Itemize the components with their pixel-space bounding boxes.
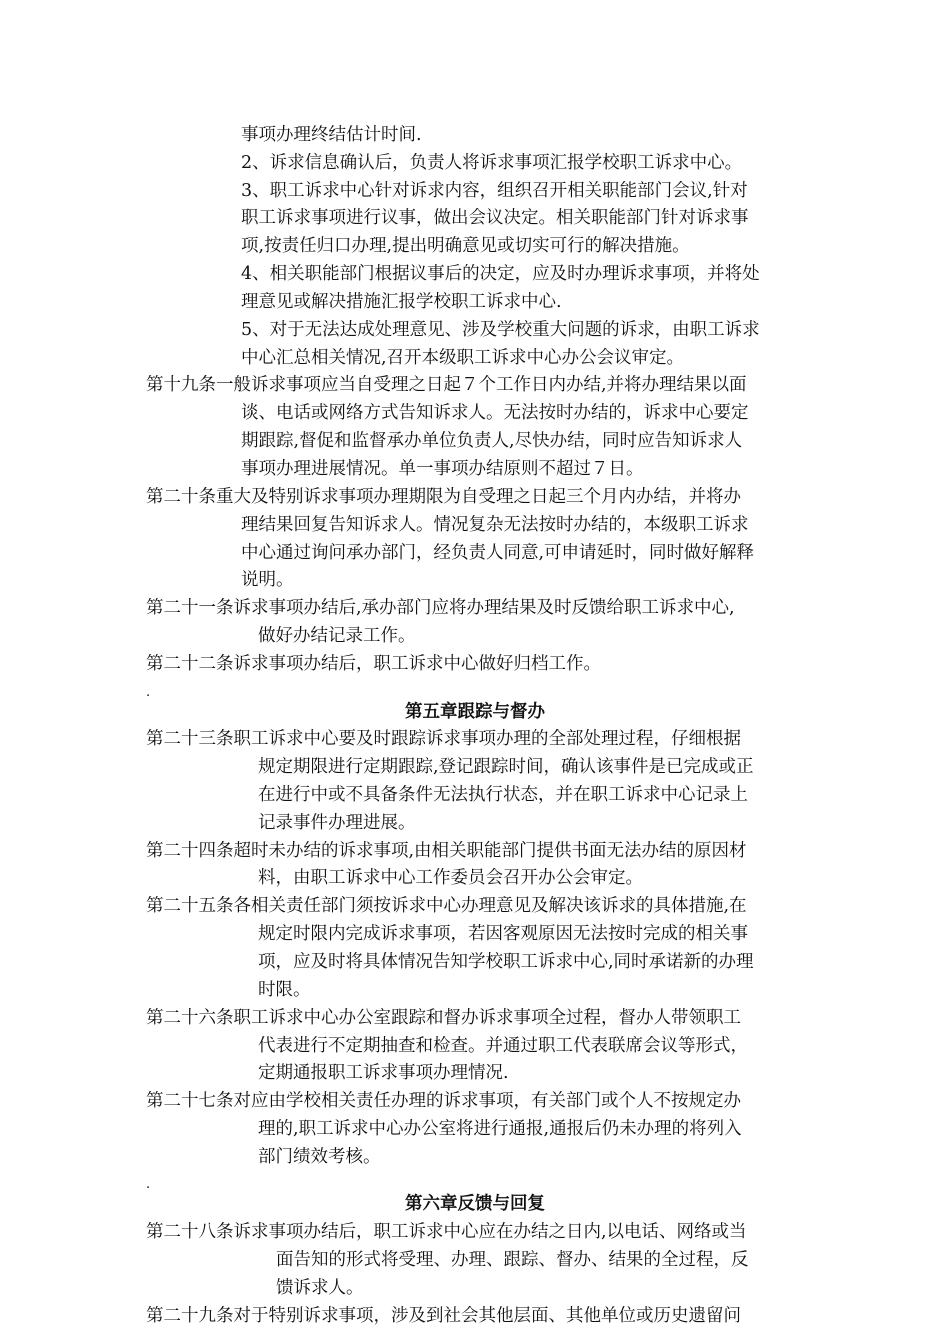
article-27-line: 第二十七条对应由学校相关责任办理的诉求事项，有关部门或个人不按规定办: [146, 1091, 741, 1111]
article-21-line: 第二十一条诉求事项办结后,承办部门应将办理结果及时反馈给职工诉求中心,: [146, 598, 735, 618]
article-26-line: 第二十六条职工诉求中心办公室跟踪和督办诉求事项全过程，督办人带领职工: [146, 1008, 741, 1028]
text-line: 项,按责任归口办理,提出明确意见或切实可行的解决措施。: [241, 236, 690, 256]
article-24-line: 第二十四条超时未办结的诉求事项,由相关职能部门提供书面无法办结的原因材: [146, 841, 747, 861]
article-25-line: 第二十五条各相关责任部门须按诉求中心办理意见及解决该诉求的具体措施,在: [146, 896, 747, 916]
article-25-line: 规定时限内完成诉求事项，若因客观原因无法按时完成的相关事: [258, 924, 748, 944]
article-20-line: 说明。: [241, 570, 294, 590]
chapter-6-title: 第六章反馈与回复: [405, 1194, 545, 1214]
article-20-line: 第二十条重大及特别诉求事项办理期限为自受理之日起三个月内办结，并将办: [146, 487, 741, 507]
article-28-line: 面告知的形式将受理、办理、跟踪、督办、结果的全过程，反: [276, 1250, 749, 1270]
article-19-line: 事项办理进展情况。单一事项办结原则不超过７日。: [241, 459, 644, 479]
article-27-line: 理的,职工诉求中心办公室将进行通报,通报后仍未办理的将列入: [258, 1119, 742, 1139]
separator-mark: .: [146, 685, 151, 700]
article-23-line: 在进行中或不具备条件无法执行状态，并在职工诉求中心记录上: [258, 785, 748, 805]
article-23-line: 第二十三条职工诉求中心要及时跟踪诉求事项办理的全部处理过程，仔细根据: [146, 729, 741, 749]
article-19-line: 谈、电话或网络方式告知诉求人。无法按时办结的，诉求中心要定: [241, 403, 749, 423]
text-line: 职工诉求事项进行议事，做出会议决定。相关职能部门针对诉求事: [241, 208, 749, 228]
article-26-line: 定期通报职工诉求事项办理情况.: [258, 1063, 509, 1083]
text-line: 3、职工诉求中心针对诉求内容，组织召开相关职能部门会议,针对: [241, 181, 748, 201]
text-line: 中心汇总相关情况,召开本级职工诉求中心办公会议审定。: [241, 348, 685, 368]
article-25-line: 时限。: [258, 980, 311, 1000]
article-27-line: 部门绩效考核。: [258, 1147, 381, 1167]
separator-mark: .: [146, 1177, 151, 1192]
article-23-line: 规定期限进行定期跟踪,登记跟踪时间，确认该事件是已完成或正: [258, 757, 754, 777]
article-25-line: 项，应及时将具体情况告知学校职工诉求中心,同时承诺新的办理: [258, 952, 754, 972]
text-line: 事项办理终结估计时间.: [241, 125, 422, 145]
article-29-line: 第二十九条对于特别诉求事项，涉及到社会其他层面、其他单位或历史遗留问: [146, 1306, 741, 1326]
text-line: 2、诉求信息确认后，负责人将诉求事项汇报学校职工诉求中心。: [241, 153, 743, 173]
article-26-line: 代表进行不定期抽查和检查。并通过职工代表联席会议等形式，: [258, 1036, 748, 1056]
text-line: 4、相关职能部门根据议事后的决定，应及时办理诉求事项，并将处: [241, 264, 760, 284]
article-19-line: 第十九条一般诉求事项应当自受理之日起７个工作日内办结,并将办理结果以面: [146, 375, 747, 395]
article-20-line: 中心通过询问承办部门，经负责人同意,可申请延时，同时做好解释: [241, 543, 755, 563]
article-22-line: 第二十二条诉求事项办结后，职工诉求中心做好归档工作。: [146, 654, 601, 674]
article-23-line: 记录事件办理进展。: [258, 813, 416, 833]
article-28-line: 第二十八条诉求事项办结后，职工诉求中心应在办结之日内,以电话、网络或当: [146, 1222, 747, 1242]
article-21-line: 做好办结记录工作。: [258, 626, 416, 646]
article-20-line: 理结果回复告知诉求人。情况复杂无法按时办结的，本级职工诉求: [241, 515, 749, 535]
article-24-line: 料，由职工诉求中心工作委员会召开办公会审定。: [258, 868, 643, 888]
text-line: 理意见或解决措施汇报学校职工诉求中心.: [241, 292, 562, 312]
chapter-5-title: 第五章跟踪与督办: [405, 702, 545, 722]
text-line: 5、对于无法达成处理意见、涉及学校重大问题的诉求，由职工诉求: [241, 320, 760, 340]
article-19-line: 期跟踪,督促和监督承办单位负责人,尽快办结，同时应告知诉求人: [241, 431, 743, 451]
article-28-line: 馈诉求人。: [276, 1278, 364, 1298]
